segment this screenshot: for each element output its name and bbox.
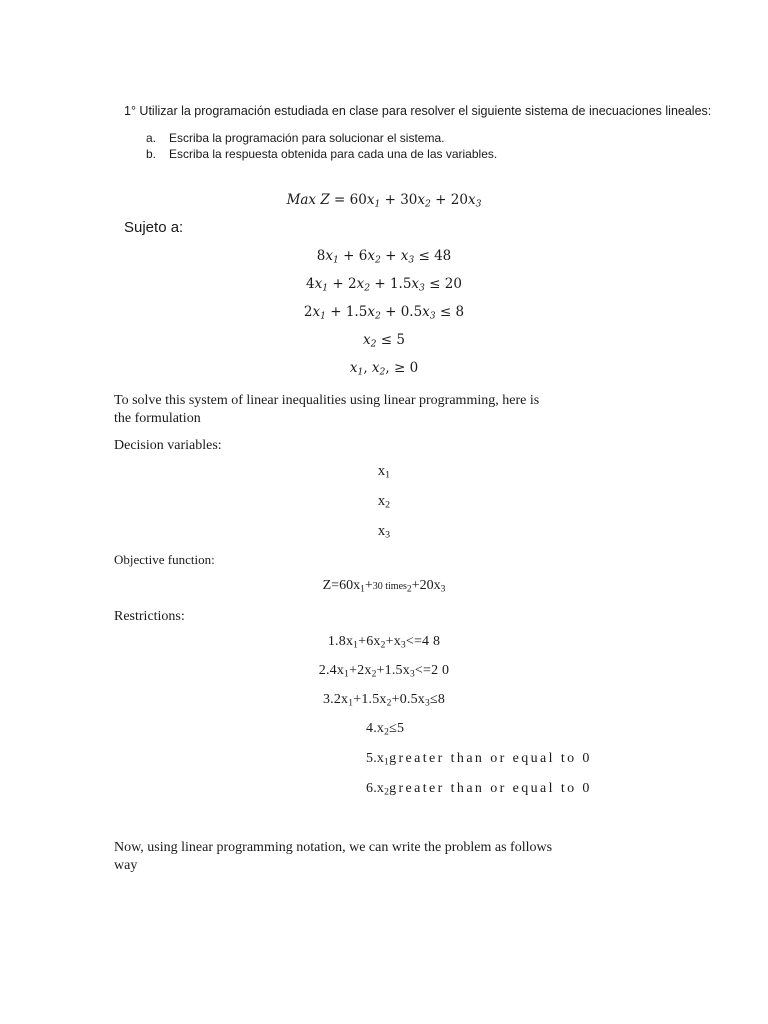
- var: $x_2$: [363, 332, 377, 350]
- item-text: Escriba la respuesta obtenida para cada una de las variables.: [169, 147, 498, 161]
- item-letter: a.: [146, 131, 157, 145]
- restriction-3: $3.2x_1+1.5x_2+0.5x_3\le 8$: [322, 692, 446, 709]
- objective-part: 30 times: [372, 581, 407, 592]
- var: $x_2$: [356, 276, 371, 294]
- var: $x_3$: [411, 276, 425, 294]
- objective-function: $Z=60x_1+30$ $times_2+20x_3$: [322, 578, 446, 595]
- eq-sign: =: [329, 192, 350, 208]
- restriction-part: +1.5x: [376, 663, 410, 678]
- constraint-2: [0, 276, 768, 292]
- objective-prefix: Max Z: [286, 192, 330, 208]
- rhs: 8: [455, 304, 465, 320]
- restriction-part: <=2 0: [414, 663, 450, 678]
- plus: +: [325, 304, 346, 320]
- rhs: 0: [409, 360, 419, 376]
- subject-to-label: Sujeto a:: [124, 219, 184, 236]
- restriction-4: $4.x_2\le 5$: [366, 721, 405, 738]
- var: $x_2$: [417, 192, 431, 210]
- coef: 2: [303, 304, 313, 320]
- objective-equation: [0, 192, 768, 208]
- coef: 30: [400, 192, 418, 208]
- var: $x_1$: [366, 192, 381, 210]
- var: $x_2$: [371, 360, 386, 378]
- coef: 4: [306, 276, 315, 292]
- op: ≤: [424, 276, 445, 292]
- var: $x_3$: [400, 248, 415, 266]
- constraint-5: [0, 360, 768, 376]
- plus: +: [380, 192, 401, 208]
- item-text: Escriba la programación para solucionar el sistema.: [169, 131, 445, 145]
- restriction-part: 5.x: [366, 751, 385, 766]
- restriction-part: +2x: [349, 663, 372, 678]
- coef: 2: [347, 276, 357, 292]
- restriction-part: +6x: [358, 634, 381, 649]
- restriction-part: 2.4x: [318, 663, 345, 678]
- restriction-part: 6.x: [366, 781, 385, 796]
- decision-variable: $x_2$: [377, 493, 391, 511]
- coef: 6: [358, 248, 368, 264]
- rhs: 20: [444, 276, 462, 292]
- op: ≤: [414, 248, 435, 264]
- coef: 0.5: [400, 304, 423, 320]
- exercise-title: 1° Utilizar la programación estudiada en clase para resolver el siguiente sistema de inecuaciones lineales:: [124, 104, 712, 118]
- restriction-part: greater than or equal to 0: [389, 751, 592, 766]
- outro-paragraph: Now, using linear programming notation, we can write the problem as follows way: [114, 840, 553, 873]
- decision-variable: $x_1$: [377, 463, 391, 481]
- objective-part: +: [364, 578, 373, 593]
- rhs: 48: [434, 248, 452, 264]
- decision-variable: $x_3$: [377, 523, 391, 541]
- constraint-3: [0, 304, 768, 320]
- item-letter: b.: [146, 147, 157, 161]
- restriction-part: ≤8: [429, 692, 446, 707]
- objective-function-label: Objective function:: [114, 552, 215, 567]
- var: $x_2$: [367, 304, 381, 322]
- restriction-part: 3.2x: [322, 692, 349, 707]
- plus: +: [430, 192, 451, 208]
- comma: ,: [363, 360, 372, 376]
- restrictions-label: Restrictions:: [114, 609, 185, 624]
- var: $x_3$: [467, 192, 482, 210]
- objective-part: +20x: [411, 578, 441, 593]
- coef: 1.5: [345, 304, 368, 320]
- exercise-item-a: [146, 131, 444, 145]
- restriction-part: ≤5: [389, 721, 405, 736]
- restriction-part: +1.5x: [353, 692, 387, 707]
- restriction-6: $6.x_2greater$ than or equal to 0: [366, 781, 592, 798]
- coef: 1.5: [389, 276, 412, 292]
- coef: 8: [316, 248, 326, 264]
- var: $x_2$: [367, 248, 381, 266]
- restriction-part: 4.x: [366, 721, 385, 736]
- restriction-part: greater than or equal to 0: [389, 781, 592, 796]
- var: $x_1$: [325, 248, 339, 266]
- var: $x_1$: [349, 360, 364, 378]
- restriction-part: <=4 8: [405, 634, 441, 649]
- var-letter: x: [377, 523, 386, 539]
- plus: +: [380, 304, 401, 320]
- plus: +: [328, 276, 348, 292]
- var: $x_1$: [314, 276, 329, 294]
- plus: +: [370, 276, 390, 292]
- restriction-part: +x: [385, 634, 401, 649]
- op: ≤: [376, 332, 397, 348]
- rhs: 5: [396, 332, 405, 348]
- restriction-part: +0.5x: [391, 692, 425, 707]
- restriction-2: $2.4x_1+2x_2+1.5x_3<=2$ 0: [318, 663, 450, 680]
- restriction-1: $1.8x_1+6x_2+x_3<=4$ 8: [327, 634, 441, 651]
- op: ≤: [435, 304, 456, 320]
- op: , ≥: [385, 360, 410, 376]
- var: $x_3$: [422, 304, 436, 322]
- decision-variables-label: Decision variables:: [114, 438, 222, 453]
- constraint-1: [0, 248, 768, 264]
- var: $x_1$: [312, 304, 326, 322]
- var-letter: x: [377, 463, 386, 479]
- intro-paragraph: To solve this system of linear inequalities using linear programming, here is the formulation: [114, 393, 540, 426]
- plus: +: [338, 248, 359, 264]
- objective-part: Z=60x: [322, 578, 361, 593]
- restriction-part: 1.8x: [327, 634, 354, 649]
- exercise-item-b: [146, 147, 497, 161]
- var-letter: x: [377, 493, 386, 509]
- restriction-5: $5.x_1greater$ than or equal to 0: [366, 751, 592, 768]
- plus: +: [380, 248, 401, 264]
- constraint-4: [0, 332, 768, 348]
- coef: 60: [349, 192, 367, 208]
- coef: 20: [450, 192, 468, 208]
